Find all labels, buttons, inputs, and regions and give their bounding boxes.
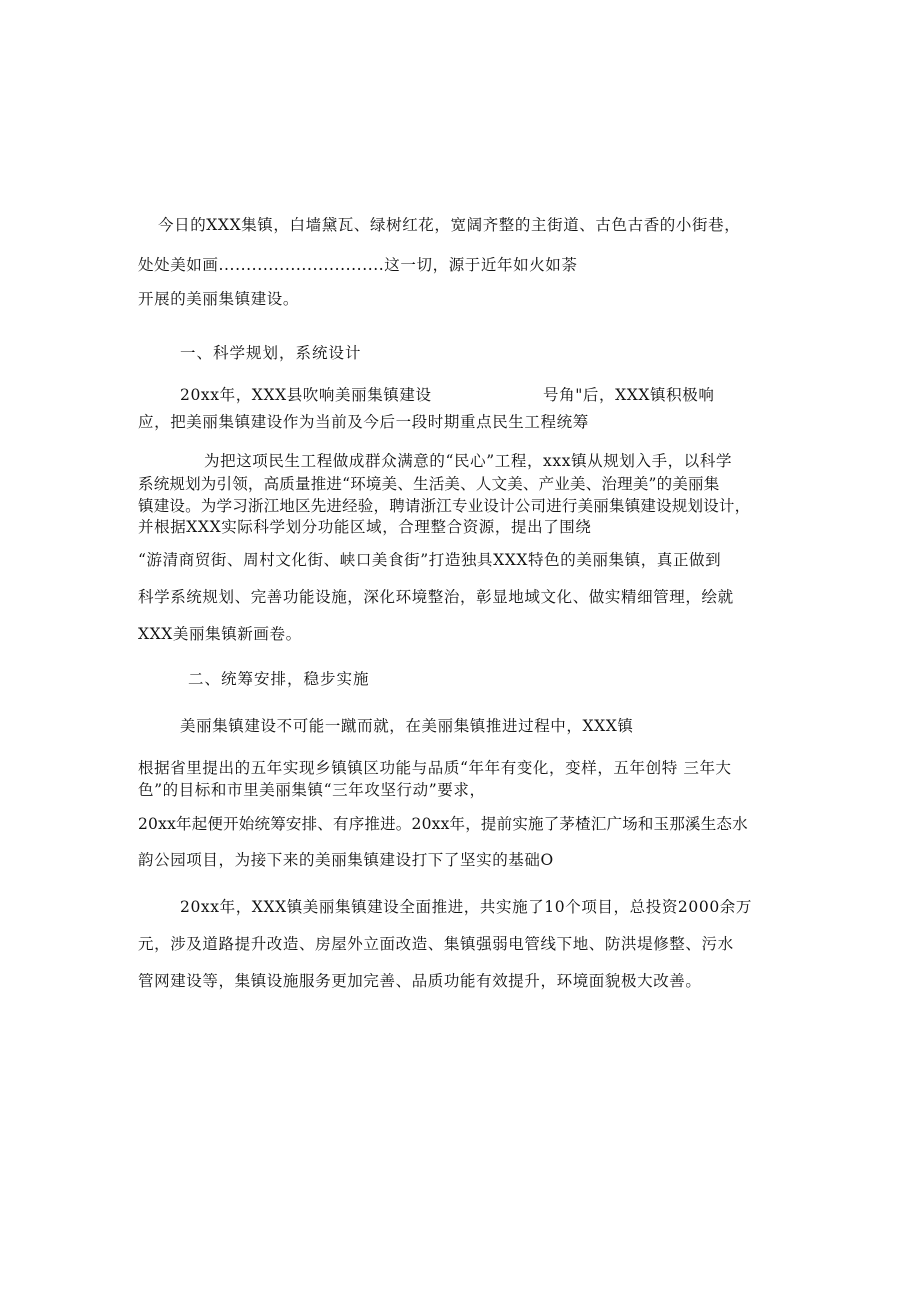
section-1-para-2-line-5: “游清商贸街、周村文化街、峡口美食街”打造独具XXX特色的美丽集镇，真正做到 (138, 551, 722, 569)
section-2-para-1-line-3: 色”的目标和市里美丽集镇“三年攻坚行动”要求， (138, 781, 486, 799)
section-1-para-1-line-1a: 20xx年，XXX县吹响美丽集镇建设 (180, 386, 432, 404)
section-2-para-1-line-4: 20xx年起便开始统筹安排、有序推进。20xx年，提前实施了茅楂汇广场和玉那溪生态水 (138, 815, 748, 833)
section-2-para-2-line-1: 20xx年，XXX镇美丽集镇建设全面推进，共实施了10个项目，总投资2000余万 (180, 898, 752, 916)
intro-line-3: 开展的美丽集镇建设。 (138, 290, 300, 308)
intro-line-2: 处处美如画..............................这一切，源于近年如火如荼 (138, 256, 578, 274)
section-1-para-1-line-1b: 号角"后，XXX镇积极响 (543, 386, 715, 404)
section-1-para-2-line-3: 镇建设。为学习浙江地区先进经验，聘请浙江专业设计公司进行美丽集镇建设规划设计， (138, 497, 751, 515)
section-1-para-2-line-4: 并根据XXX实际科学划分功能区域，合理整合资源，提出了围绕 (138, 518, 592, 536)
section-2-para-2-line-3: 管网建设等，集镇设施服务更加完善、品质功能有效提升，环境面貌极大改善。 (138, 972, 702, 990)
section-1-para-2-line-7: XXX美丽集镇新画卷。 (138, 625, 302, 643)
section-1-para-1-line-2: 应，把美丽集镇建设作为当前及今后一段时期重点民生工程统筹 (138, 413, 589, 431)
section-2-para-1-line-1: 美丽集镇建设不可能一蹴而就，在美丽集镇推进过程中，XXX镇 (180, 717, 634, 735)
section-2-para-2-line-2: 元，涉及道路提升改造、房屋外立面改造、集镇强弱电管线下地、防洪堤修整、污水 (138, 935, 734, 953)
section-2-heading: 二、统筹安排，稳步实施 (188, 670, 370, 688)
section-1-heading: 一、科学规划，系统设计 (180, 344, 362, 362)
section-1-para-2-line-2: 系统规划为引领，高质量推进“环境美、生活美、人文美、产业美、治理美”的美丽集 (138, 475, 720, 493)
intro-line-1: 今日的XXX集镇，白墙黛瓦、绿树红花，宽阔齐整的主街道、古色古香的小街巷， (158, 216, 741, 234)
section-2-para-1-line-5: 韵公园项目，为接下来的美丽集镇建设打下了坚实的基础O (138, 851, 554, 869)
section-1-para-2-line-6: 科学系统规划、完善功能设施，深化环境整治，彰显地域文化、做实精细管理，绘就 (138, 588, 734, 606)
section-2-para-1-line-2: 根据省里提出的五年实现乡镇镇区功能与品质“年年有变化，变样，五年创特 三年大 (138, 759, 732, 777)
section-1-para-2-line-1: 为把这项民生工程做成群众满意的“民心”工程，xxx镇从规划入手，以科学 (204, 452, 733, 470)
